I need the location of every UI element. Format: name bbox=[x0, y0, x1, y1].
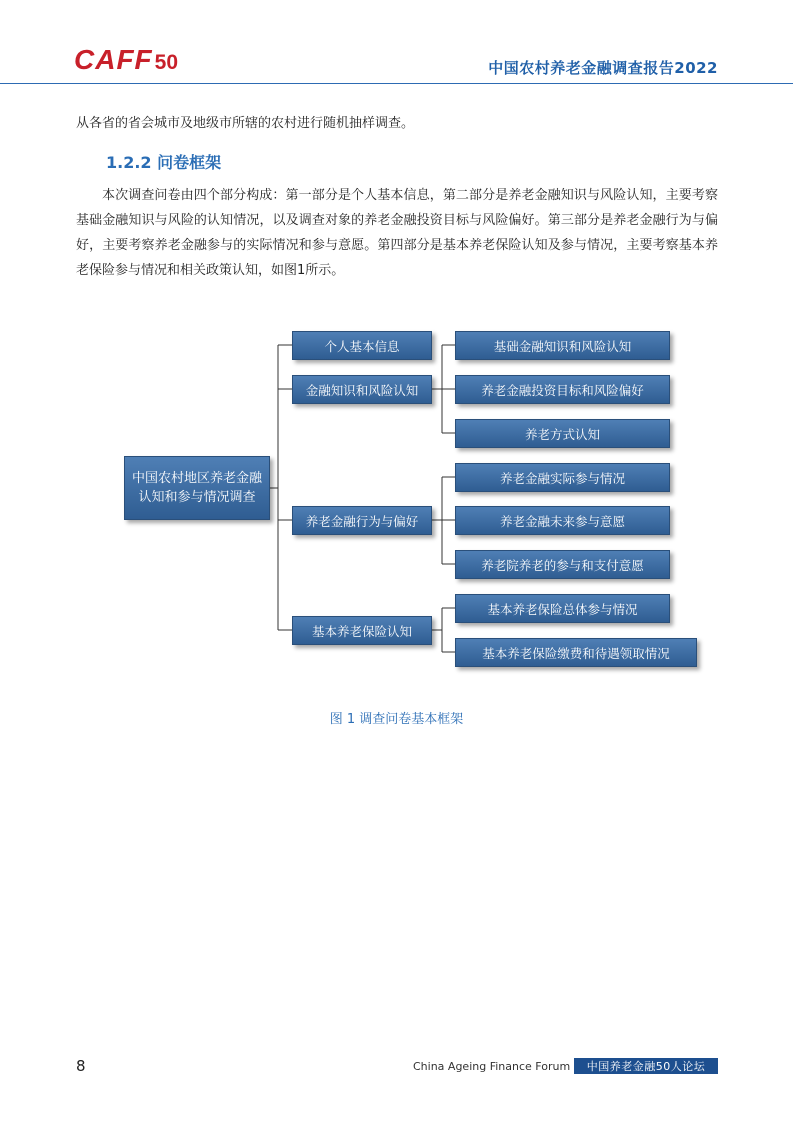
leaf-basic-finance-knowledge: 基础金融知识和风险认知 bbox=[455, 331, 670, 360]
logo-caff-text: CAFF bbox=[74, 44, 153, 75]
paragraph-sampling: 从各省的省会城市及地级市所辖的农村进行随机抽样调查。 bbox=[76, 116, 415, 131]
caff50-logo bbox=[74, 44, 178, 76]
footer-forum-chinese: 中国养老金融50人论坛 bbox=[574, 1058, 718, 1074]
connector-branch2-children bbox=[432, 345, 455, 433]
branch-finance-behavior: 养老金融行为与偏好 bbox=[292, 506, 432, 535]
page-number: 8 bbox=[76, 1057, 86, 1075]
connector-branch4-children bbox=[432, 608, 455, 652]
header-divider bbox=[0, 83, 793, 84]
connector-root-level1 bbox=[270, 345, 292, 630]
diagram-root-node: 中国农村地区养老金融认知和参与情况调查 bbox=[124, 456, 270, 520]
section-heading: 1.2.2 问卷框架 bbox=[106, 153, 222, 172]
leaf-insurance-payment: 基本养老保险缴费和待遇领取情况 bbox=[455, 638, 697, 667]
branch-personal-info: 个人基本信息 bbox=[292, 331, 432, 360]
leaf-insurance-participation: 基本养老保险总体参与情况 bbox=[455, 594, 670, 623]
connector-branch3-children bbox=[432, 477, 455, 564]
leaf-actual-participation: 养老金融实际参与情况 bbox=[455, 463, 670, 492]
leaf-investment-goals: 养老金融投资目标和风险偏好 bbox=[455, 375, 670, 404]
footer-forum-english: China Ageing Finance Forum bbox=[413, 1060, 571, 1073]
leaf-nursing-home: 养老院养老的参与和支付意愿 bbox=[455, 550, 670, 579]
branch-finance-knowledge: 金融知识和风险认知 bbox=[292, 375, 432, 404]
branch-pension-insurance: 基本养老保险认知 bbox=[292, 616, 432, 645]
leaf-future-participation: 养老金融未来参与意愿 bbox=[455, 506, 670, 535]
figure-caption: 图 1 调查问卷基本框架 bbox=[329, 712, 464, 727]
report-title: 中国农村养老金融调查报告2022 bbox=[488, 59, 718, 77]
logo-50-text: 50 bbox=[154, 51, 179, 74]
leaf-pension-method: 养老方式认知 bbox=[455, 419, 670, 448]
paragraph-framework: 本次调查问卷由四个部分构成：第一部分是个人基本信息，第二部分是养老金融知识与风险认知，主要考察基础金融知识与风险的认知情况，以及调查对象的养老金融投资目标与风险偏好。第三部分是养老金融行为与偏好，主要考察养老金融参与的实际情况和参与意愿。第四部分是基本养老保险认知及参与情况，主要考察基本养老保险参与情况和相关政策认知，如图1所示。 bbox=[76, 188, 718, 278]
